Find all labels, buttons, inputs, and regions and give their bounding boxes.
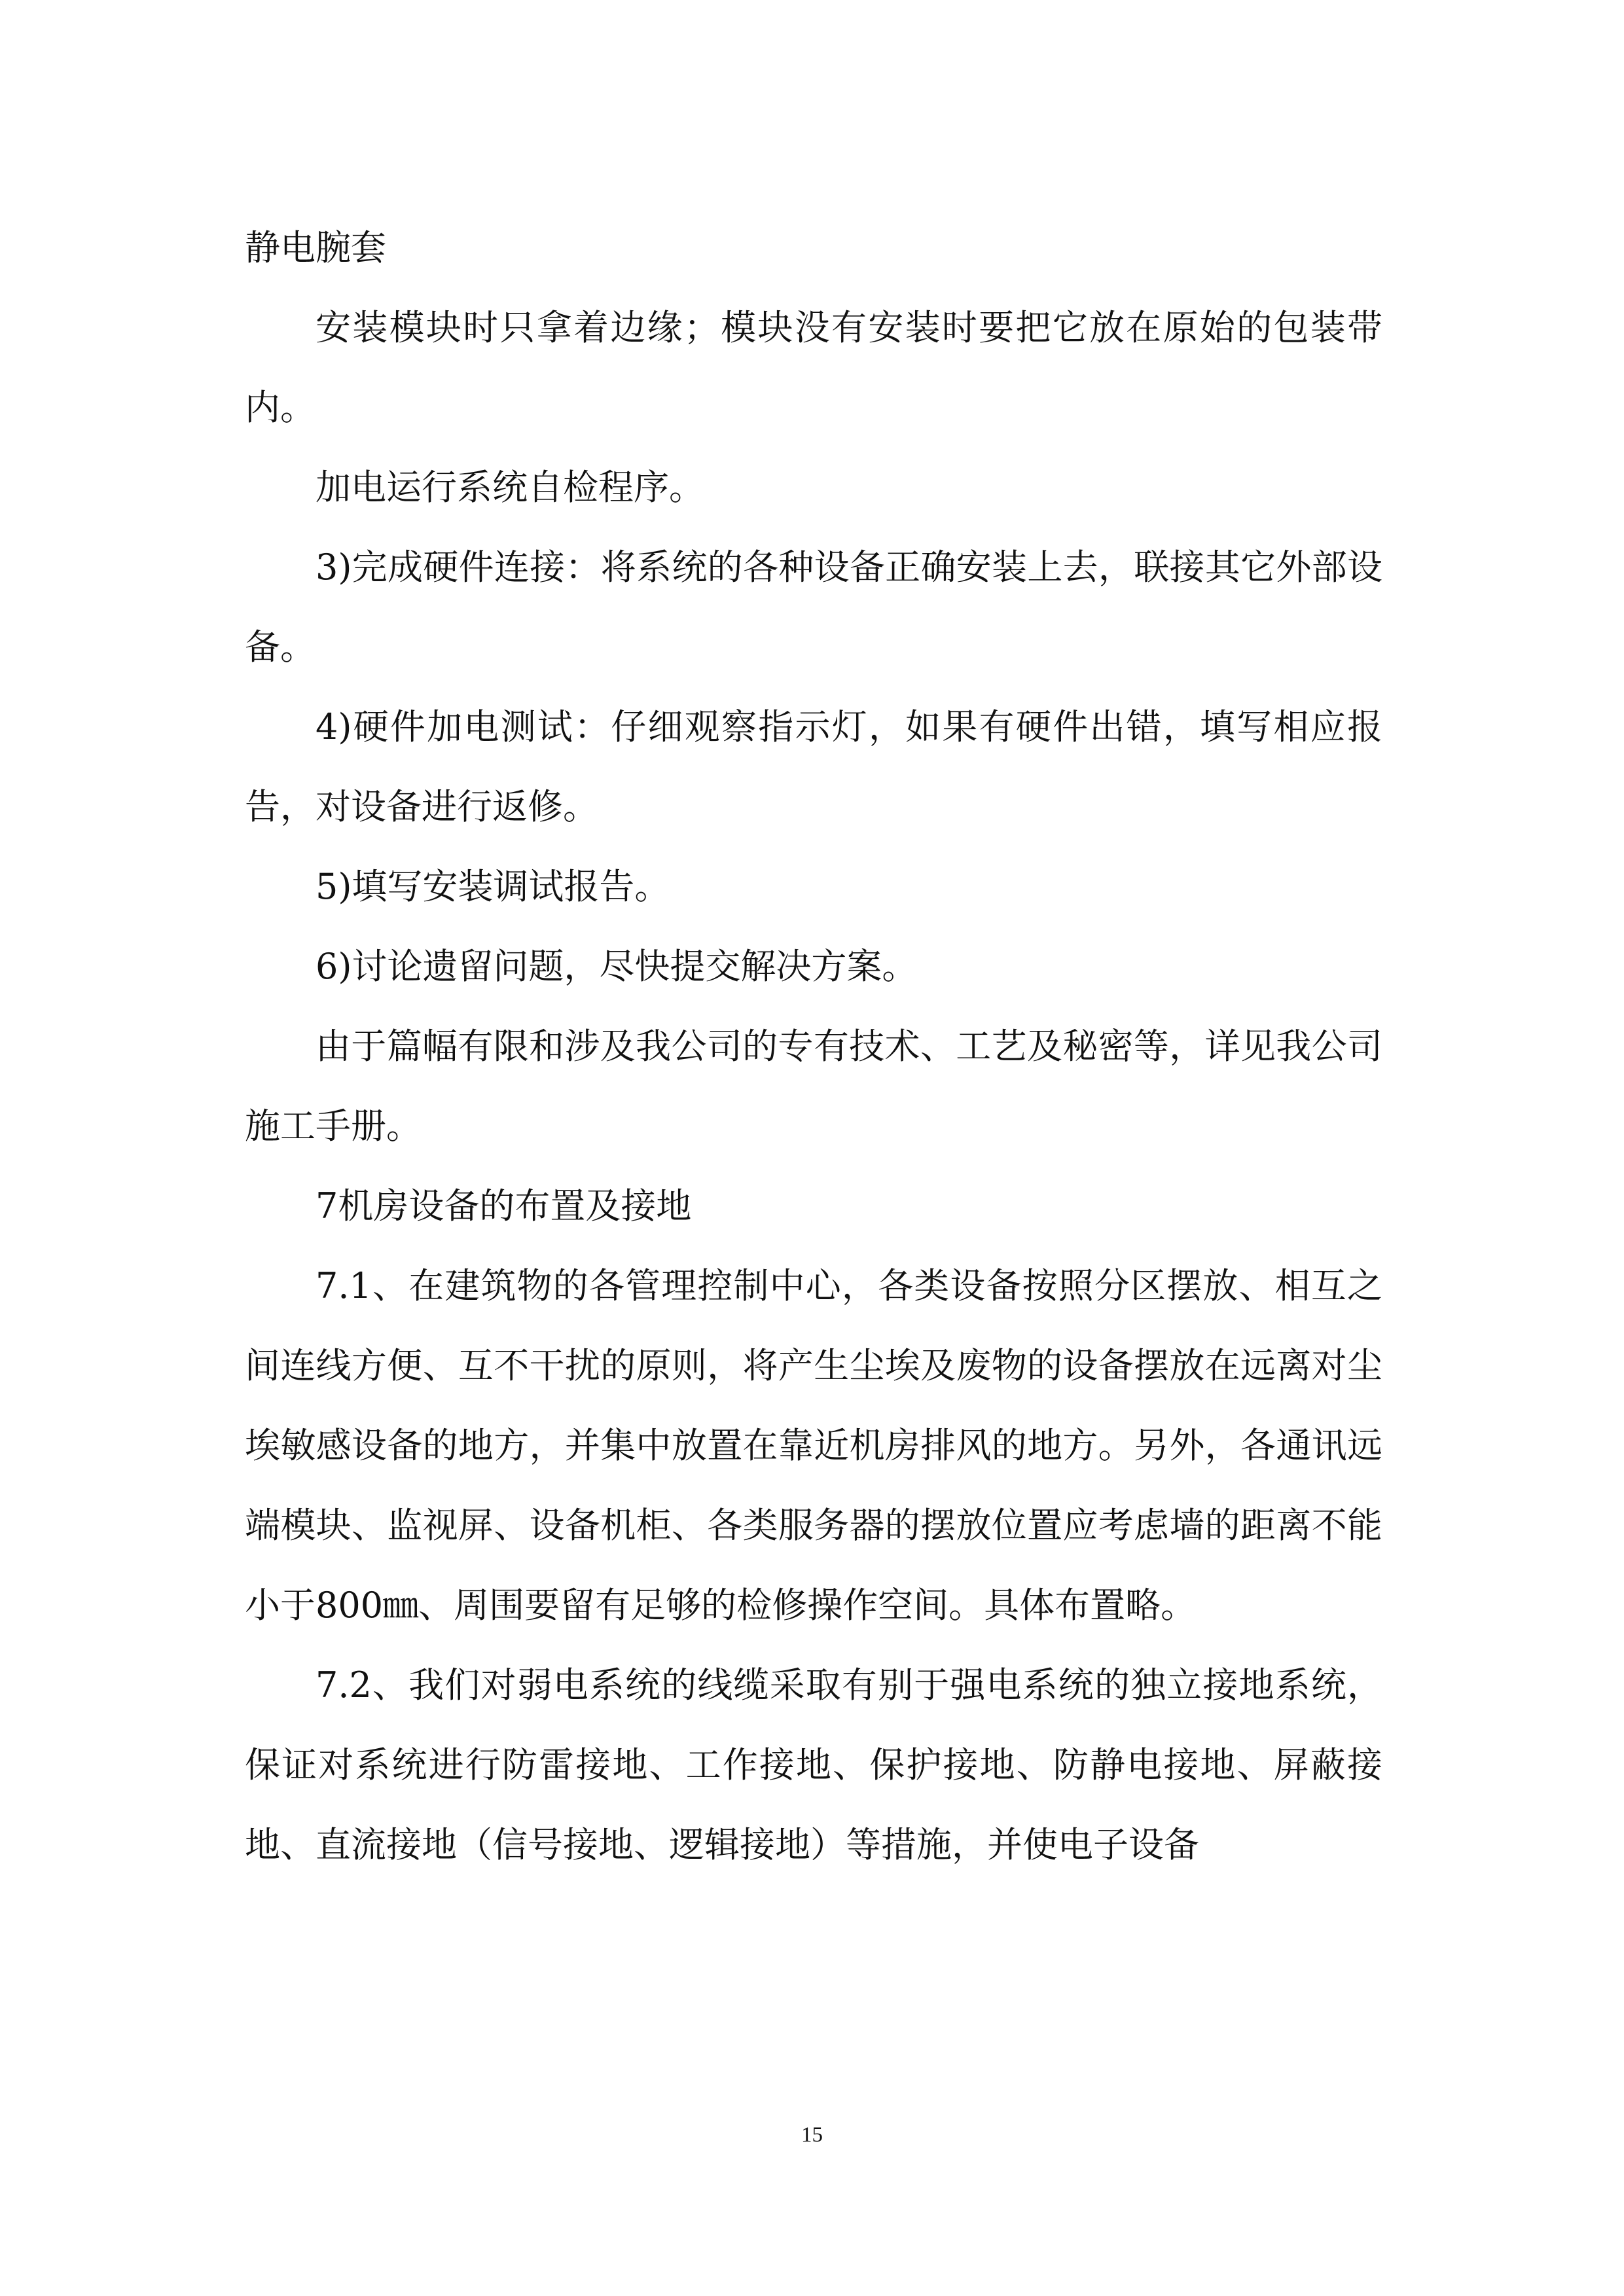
paragraph-self-test: 加电运行系统自检程序。 [316, 467, 704, 508]
paragraph-step-5: 5)填写安装调试报告。 [316, 866, 670, 907]
paragraph-step-3: 3)完成硬件连接：将系统的各种设备正确安装上去，联接其它外部设备。 [245, 547, 1382, 668]
document-body [245, 208, 1382, 1885]
paragraph-step-6: 6)讨论遗留问题，尽快提交解决方案。 [316, 946, 918, 987]
paragraph-7-2: 7.2、我们对弱电系统的线缆采取有别于强电系统的独立接地系统，保证对系统进行防雷接地、工作接地、保护接地、防静电接地、屏蔽接地、直流接地（信号接地、逻辑接地）等措施，并使电子设备 [245, 1664, 1382, 1865]
paragraph-step-4: 4)硬件加电测试：仔细观察指示灯，如果有硬件出错，填写相应报告，对设备进行返修。 [245, 706, 1382, 827]
paragraph-manual-note: 由于篇幅有限和涉及我公司的专有技术、工艺及秘密等，详见我公司施工手册。 [245, 1026, 1382, 1147]
section-heading-7: 7机房设备的布置及接地 [316, 1185, 692, 1227]
paragraph-7-1: 7.1、在建筑物的各管理控制中心，各类设备按照分区摆放、相互之间连线方便、互不干扰的原则，将产生尘埃及废物的设备摆放在远离对尘埃敏感设备的地方，并集中放置在靠近机房排风的地方。另外，各通讯远端模块、监视屏、设备机柜、各类服务器的摆放位置应考虑墙的距离不能小于800㎜、周围要留有足够的检修操作空间。具体布置略。 [245, 1265, 1382, 1626]
paragraph-module-handling: 安装模块时只拿着边缘；模块没有安装时要把它放在原始的包装带内。 [245, 307, 1382, 428]
page-number: 15 [801, 2123, 823, 2147]
paragraph-wrist-strap: 静电腕套 [245, 227, 386, 268]
